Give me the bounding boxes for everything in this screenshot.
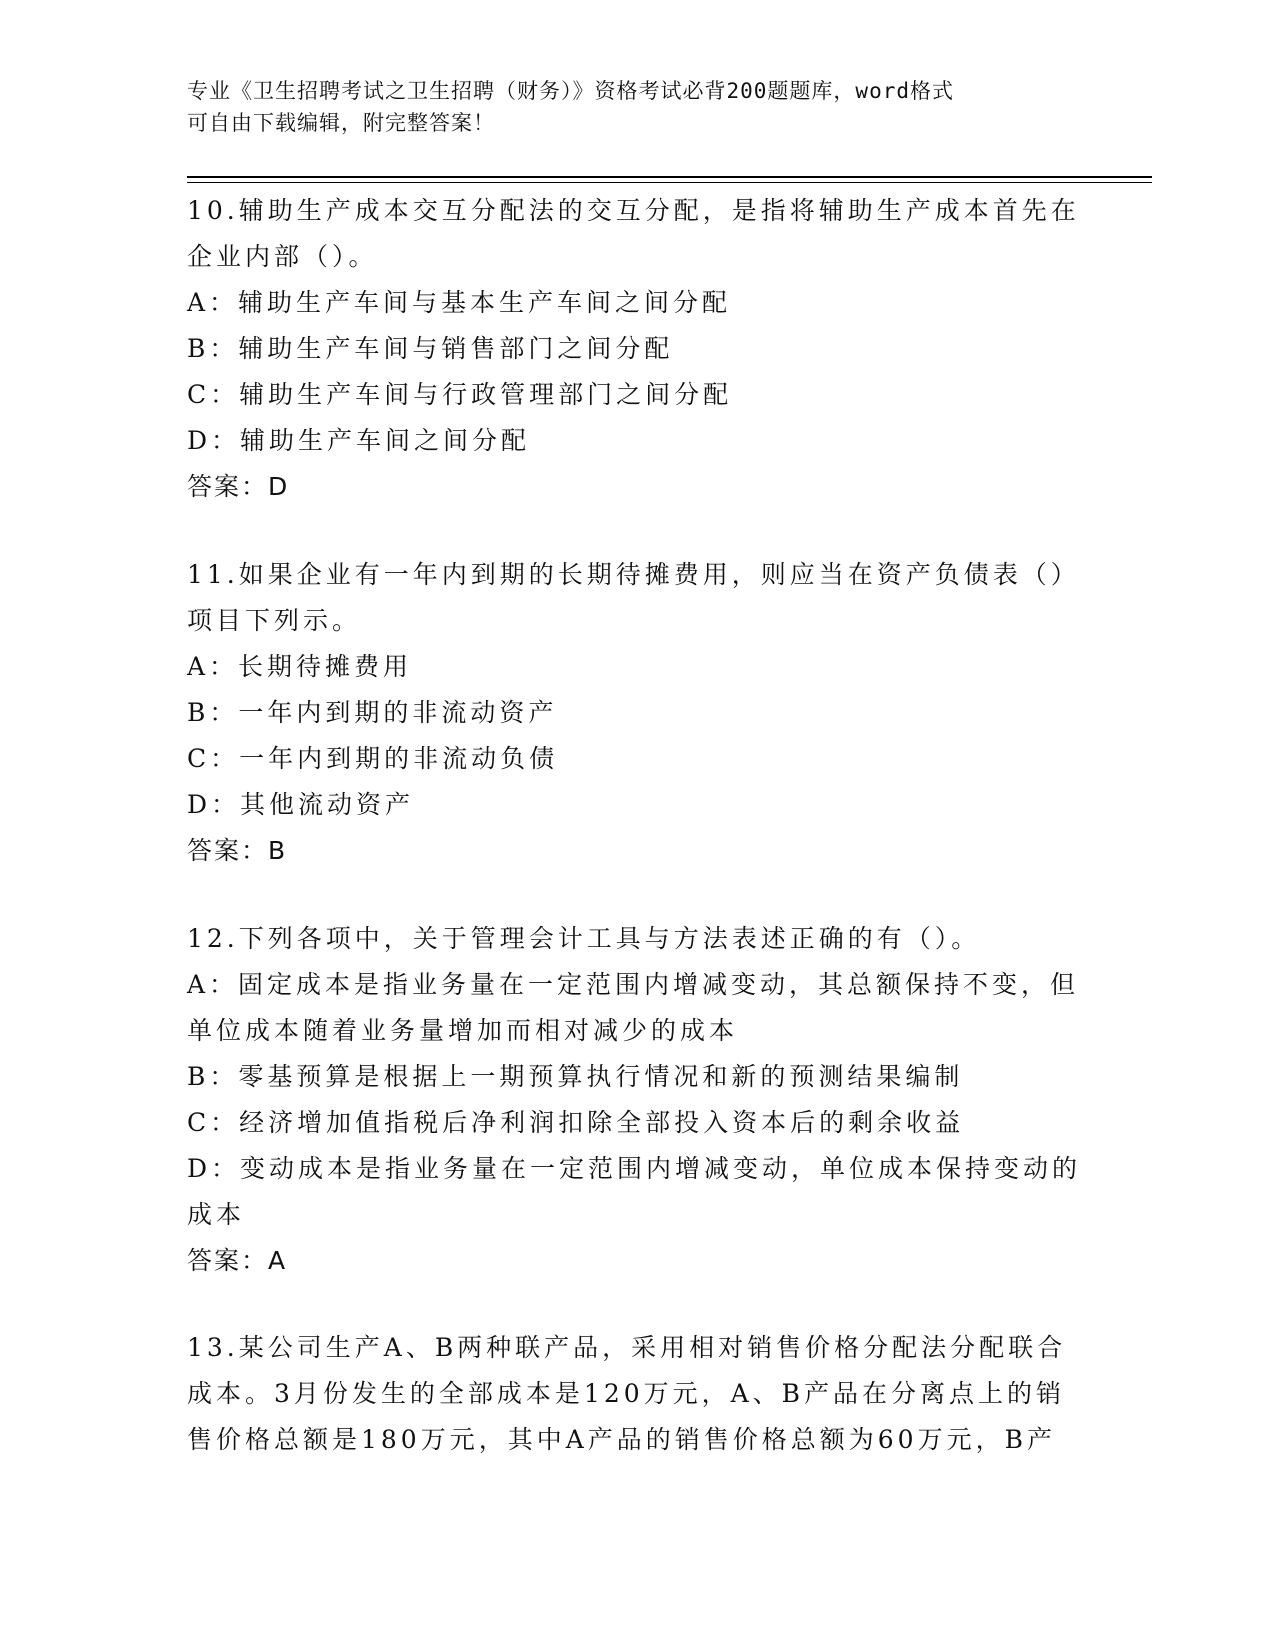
question-stem-line: 11.如果企业有一年内到期的长期待摊费用，则应当在资产负债表（）	[187, 560, 1080, 589]
option-a: A：固定成本是指业务量在一定范围内增减变动，其总额保持不变，但	[187, 970, 1080, 999]
header-divider-thin	[187, 182, 1152, 183]
question-stem-line: 项目下列示。	[187, 606, 362, 635]
option-b: B：零基预算是根据上一期预算执行情况和新的预测结果编制	[187, 1062, 964, 1091]
answer-label: 答案：A	[187, 1246, 288, 1275]
header-line-2: 可自由下载编辑，附完整答案！	[187, 111, 495, 135]
option-d: D：辅助生产车间之间分配	[187, 426, 531, 455]
question-stem-line: 企业内部（）。	[187, 242, 378, 271]
option-a: A：长期待摊费用	[187, 652, 413, 681]
option-a-continued: 单位成本随着业务量增加而相对减少的成本	[187, 1016, 739, 1045]
question-stem-line: 10.辅助生产成本交互分配法的交互分配，是指将辅助生产成本首先在	[187, 196, 1080, 225]
option-c: C：辅助生产车间与行政管理部门之间分配	[187, 380, 733, 409]
option-d-continued: 成本	[187, 1200, 246, 1229]
option-b: B：辅助生产车间与销售部门之间分配	[187, 334, 674, 363]
answer-label: 答案：D	[187, 472, 290, 501]
question-11	[187, 552, 1087, 874]
question-12	[187, 916, 1087, 1284]
option-a: A：辅助生产车间与基本生产车间之间分配	[187, 288, 732, 317]
document-header	[187, 75, 1067, 139]
option-c: C：一年内到期的非流动负债	[187, 744, 559, 773]
answer-label: 答案：B	[187, 836, 288, 865]
option-c: C：经济增加值指税后净利润扣除全部投入资本后的剩余收益	[187, 1108, 965, 1137]
question-10	[187, 188, 1087, 510]
question-stem-line: 13.某公司生产A、B两种联产品，采用相对销售价格分配法分配联合	[187, 1333, 1067, 1362]
option-b: B：一年内到期的非流动资产	[187, 698, 558, 727]
header-divider-thick	[187, 176, 1152, 178]
question-stem-line: 12.下列各项中，关于管理会计工具与方法表述正确的有（）。	[187, 924, 981, 953]
question-stem-line: 售价格总额是180万元，其中A产品的销售价格总额为60万元，B产	[187, 1425, 1056, 1454]
question-stem-line: 成本。3月份发生的全部成本是120万元，A、B产品在分离点上的销	[187, 1379, 1066, 1408]
header-line-1: 专业《卫生招聘考试之卫生招聘（财务）》资格考试必背200题题库，word格式	[187, 79, 954, 103]
option-d: D：其他流动资产	[187, 790, 415, 819]
question-13	[187, 1325, 1087, 1463]
option-d: D：变动成本是指业务量在一定范围内增减变动，单位成本保持变动的	[187, 1154, 1082, 1183]
